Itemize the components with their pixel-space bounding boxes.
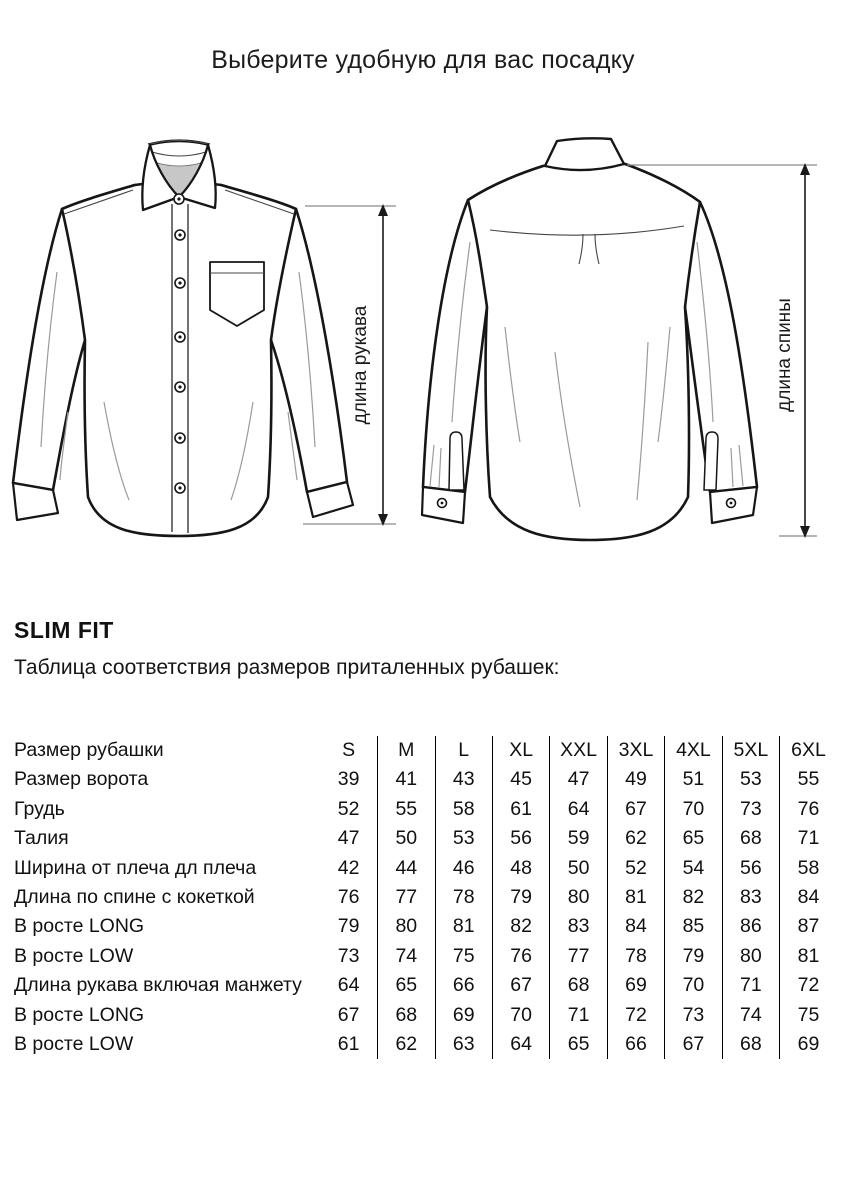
size-table-row <box>14 883 837 912</box>
size-value-cell: 64 <box>550 795 607 824</box>
page-title: Выберите удобную для вас посадку <box>211 46 635 74</box>
size-value-cell: 83 <box>722 883 779 912</box>
size-value-cell: 69 <box>780 1030 837 1059</box>
size-value-cell: 77 <box>378 883 435 912</box>
size-value-cell: 66 <box>607 1030 664 1059</box>
size-value-cell: 69 <box>435 1001 492 1030</box>
size-column-header: 4XL <box>665 736 722 765</box>
size-column-header: XL <box>492 736 549 765</box>
size-value-cell: 75 <box>435 942 492 971</box>
size-value-cell: 70 <box>492 1001 549 1030</box>
row-label: В росте LONG <box>14 915 145 938</box>
back-length-label: длина спины <box>774 298 795 412</box>
size-value-cell: 67 <box>337 1003 360 1026</box>
size-value-cell: 55 <box>780 765 837 794</box>
size-value-cell: 48 <box>492 854 549 883</box>
size-value-cell: 84 <box>607 912 664 941</box>
size-value-cell: 68 <box>722 824 779 853</box>
size-value-cell: 53 <box>722 765 779 794</box>
size-value-cell: 50 <box>378 824 435 853</box>
size-value-cell: 58 <box>780 854 837 883</box>
size-table-body <box>14 736 837 1059</box>
size-value-cell: 76 <box>492 942 549 971</box>
size-value-cell: 41 <box>378 765 435 794</box>
shirt-front-diagram <box>13 140 353 536</box>
row-label: В росте LONG <box>14 1003 145 1026</box>
size-value-cell: 67 <box>607 795 664 824</box>
size-value-cell: 53 <box>435 824 492 853</box>
size-value-cell: 69 <box>607 971 664 1000</box>
size-table-row <box>14 942 837 971</box>
table-caption: Таблица соответствия размеров приталенных рубашек: <box>14 656 560 679</box>
size-value-cell: 74 <box>378 942 435 971</box>
size-value-cell: 54 <box>665 854 722 883</box>
size-value-cell: 47 <box>337 827 360 850</box>
size-value-cell: 58 <box>435 795 492 824</box>
row-label: Длина рукава включая манжету <box>14 974 302 997</box>
size-value-cell: 85 <box>665 912 722 941</box>
size-value-cell: 65 <box>378 971 435 1000</box>
back-collar-stand <box>545 138 624 170</box>
size-value-cell: 51 <box>665 765 722 794</box>
row-label: Ширина от плеча дл плеча <box>14 856 257 879</box>
size-value-cell: 82 <box>665 883 722 912</box>
size-value-cell: 87 <box>780 912 837 941</box>
size-value-cell: 68 <box>722 1030 779 1059</box>
shirt-diagram-svg <box>0 112 846 592</box>
size-value-cell: 64 <box>492 1030 549 1059</box>
size-value-cell: 71 <box>780 824 837 853</box>
size-column-header: 6XL <box>780 736 837 765</box>
size-value-cell: 56 <box>722 854 779 883</box>
size-value-cell: 84 <box>780 883 837 912</box>
size-column-header: S <box>342 739 356 761</box>
size-value-cell: 79 <box>492 883 549 912</box>
size-value-cell: 83 <box>550 912 607 941</box>
size-value-cell: 79 <box>337 915 360 938</box>
size-value-cell: 72 <box>780 971 837 1000</box>
size-value-cell: 49 <box>607 765 664 794</box>
size-column-header: 3XL <box>607 736 664 765</box>
row-label: Размер ворота <box>14 768 149 791</box>
back-right-sleeve-placket <box>704 432 718 490</box>
size-value-cell: 50 <box>550 854 607 883</box>
size-value-cell: 39 <box>337 768 360 791</box>
size-column-header: XXL <box>550 736 607 765</box>
size-table-row <box>14 854 837 883</box>
size-value-cell: 81 <box>435 912 492 941</box>
size-value-cell: 71 <box>722 971 779 1000</box>
size-value-cell: 73 <box>722 795 779 824</box>
size-value-cell: 59 <box>550 824 607 853</box>
size-table-header-label: Размер рубашки <box>14 739 164 761</box>
size-value-cell: 66 <box>435 971 492 1000</box>
size-table-row <box>14 795 837 824</box>
size-value-cell: 74 <box>722 1001 779 1030</box>
size-value-cell: 78 <box>435 883 492 912</box>
size-value-cell: 71 <box>550 1001 607 1030</box>
size-value-cell: 52 <box>337 797 360 820</box>
row-label: В росте LOW <box>14 944 134 967</box>
size-value-cell: 80 <box>550 883 607 912</box>
size-column-header: 5XL <box>722 736 779 765</box>
size-value-cell: 76 <box>780 795 837 824</box>
size-value-cell: 72 <box>607 1001 664 1030</box>
size-table-row <box>14 971 837 1000</box>
size-value-cell: 68 <box>550 971 607 1000</box>
size-value-cell: 67 <box>492 971 549 1000</box>
size-table-row <box>14 1001 837 1030</box>
size-table-row <box>14 1030 837 1059</box>
size-value-cell: 73 <box>337 944 360 967</box>
row-label: В росте LOW <box>14 1033 134 1056</box>
size-value-cell: 70 <box>665 795 722 824</box>
size-value-cell: 82 <box>492 912 549 941</box>
size-table-row <box>14 765 837 794</box>
size-value-cell: 81 <box>607 883 664 912</box>
size-value-cell: 86 <box>722 912 779 941</box>
size-table-row <box>14 912 837 941</box>
size-value-cell: 67 <box>665 1030 722 1059</box>
size-value-cell: 43 <box>435 765 492 794</box>
size-value-cell: 55 <box>378 795 435 824</box>
size-value-cell: 46 <box>435 854 492 883</box>
size-value-cell: 63 <box>435 1030 492 1059</box>
size-value-cell: 45 <box>492 765 549 794</box>
back-body <box>468 161 700 540</box>
size-value-cell: 56 <box>492 824 549 853</box>
row-label: Грудь <box>14 797 65 820</box>
size-column-header: M <box>378 736 435 765</box>
size-table-row <box>14 824 837 853</box>
size-value-cell: 79 <box>665 942 722 971</box>
size-value-cell: 62 <box>607 824 664 853</box>
size-value-cell: 52 <box>607 854 664 883</box>
size-column-header: L <box>435 736 492 765</box>
shirt-diagrams <box>0 112 846 592</box>
size-table <box>14 736 837 1059</box>
row-label: Длина по спине с кокеткой <box>14 886 255 909</box>
size-value-cell: 68 <box>378 1001 435 1030</box>
size-value-cell: 62 <box>378 1030 435 1059</box>
sleeve-length-label: длина рукава <box>350 305 371 425</box>
row-label: Талия <box>14 827 69 850</box>
size-value-cell: 65 <box>665 824 722 853</box>
size-value-cell: 70 <box>665 971 722 1000</box>
shirt-back-diagram <box>422 138 757 540</box>
size-value-cell: 61 <box>337 1033 360 1056</box>
fit-heading: SLIM FIT <box>14 617 114 643</box>
size-value-cell: 44 <box>378 854 435 883</box>
size-value-cell: 77 <box>550 942 607 971</box>
size-table-header-row <box>14 736 837 765</box>
size-value-cell: 80 <box>378 912 435 941</box>
back-left-sleeve-placket <box>449 432 464 490</box>
size-value-cell: 78 <box>607 942 664 971</box>
size-value-cell: 81 <box>780 942 837 971</box>
size-value-cell: 73 <box>665 1001 722 1030</box>
size-value-cell: 80 <box>722 942 779 971</box>
size-value-cell: 76 <box>337 886 360 909</box>
size-value-cell: 42 <box>337 856 360 879</box>
size-value-cell: 75 <box>780 1001 837 1030</box>
size-value-cell: 47 <box>550 765 607 794</box>
size-value-cell: 64 <box>337 974 360 997</box>
size-value-cell: 65 <box>550 1030 607 1059</box>
size-value-cell: 61 <box>492 795 549 824</box>
